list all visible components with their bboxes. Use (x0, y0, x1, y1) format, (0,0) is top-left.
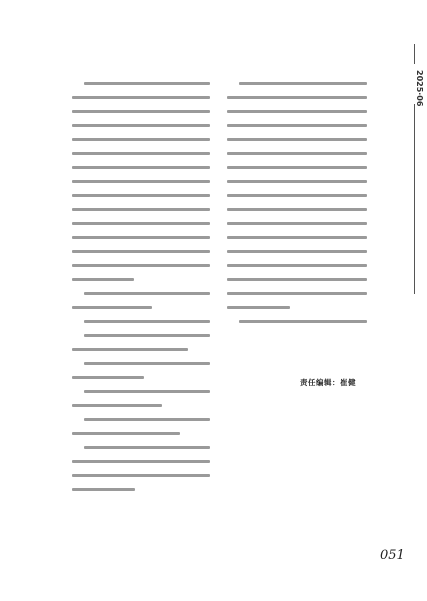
text-line (72, 180, 210, 183)
text-line (227, 124, 367, 127)
text-line (227, 110, 367, 113)
paragraph (72, 446, 210, 491)
paragraph (72, 362, 210, 379)
text-line (227, 180, 367, 183)
text-line (72, 96, 210, 99)
text-line (72, 488, 135, 491)
text-line (72, 404, 162, 407)
text-line (227, 152, 367, 155)
paragraph (72, 320, 210, 323)
text-line (227, 306, 290, 309)
paragraph (227, 82, 367, 309)
paragraph (72, 82, 210, 281)
left-text-column (72, 82, 210, 502)
text-line (227, 222, 367, 225)
text-line (72, 278, 134, 281)
text-line (239, 82, 367, 85)
text-line (72, 236, 210, 239)
text-line (84, 82, 210, 85)
text-line (72, 348, 188, 351)
text-line (72, 222, 210, 225)
paragraph (227, 320, 367, 323)
text-line (227, 166, 367, 169)
text-line (72, 208, 210, 211)
text-line (227, 264, 367, 267)
margin-rule-bottom (414, 104, 415, 294)
text-line (227, 208, 367, 211)
right-text-column (227, 82, 367, 334)
text-line (84, 362, 210, 365)
text-line (84, 446, 210, 449)
text-line (72, 194, 210, 197)
text-line (84, 334, 210, 337)
issue-marker: 2025·06 (415, 70, 424, 107)
text-line (72, 138, 210, 141)
text-line (72, 264, 210, 267)
text-line (84, 390, 210, 393)
text-line (72, 474, 210, 477)
text-line (227, 194, 367, 197)
text-line (72, 306, 152, 309)
page-number: 051 (380, 548, 405, 563)
text-line (227, 250, 367, 253)
text-line (72, 376, 144, 379)
text-line (72, 432, 180, 435)
text-line (84, 320, 210, 323)
text-line (72, 460, 210, 463)
text-line (72, 110, 210, 113)
text-line (227, 236, 367, 239)
paragraph (72, 418, 210, 435)
text-line (227, 138, 367, 141)
text-line (227, 278, 367, 281)
text-line (72, 250, 210, 253)
paragraph (72, 390, 210, 407)
text-line (72, 166, 210, 169)
editor-credit: 责任编辑：崔健 (300, 378, 356, 387)
text-line (84, 292, 210, 295)
text-line (72, 152, 210, 155)
text-line (227, 292, 367, 295)
paragraph (72, 334, 210, 351)
text-line (72, 124, 210, 127)
text-line (239, 320, 367, 323)
paragraph (72, 292, 210, 309)
text-line (84, 418, 210, 421)
text-line (227, 96, 367, 99)
margin-rule-top (414, 44, 415, 64)
